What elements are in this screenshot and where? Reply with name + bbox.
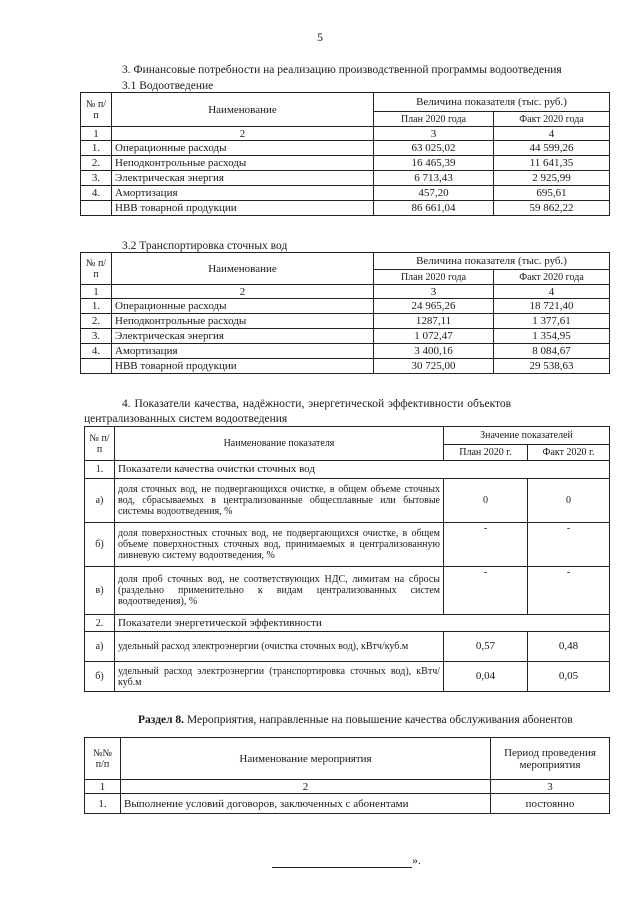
header-value: Значение показателей: [444, 427, 610, 445]
row-name: Электрическая энергия: [112, 171, 374, 186]
row-plan: 6 713,43: [374, 171, 494, 186]
header-fact: Факт 2020 года: [494, 112, 610, 127]
group-name: Показатели энергетической эффективности: [115, 615, 610, 632]
row-period: постоянно: [491, 794, 610, 814]
table-row: [81, 186, 610, 201]
row-fact: -: [528, 523, 610, 567]
index-cell: 4: [494, 285, 610, 299]
section8-title-bold: Раздел 8.: [138, 714, 185, 726]
table-row: [85, 794, 610, 814]
row-num: а): [85, 479, 115, 523]
row-name: доля проб сточных вод, не соответствующих НДС, лимитам на сбросы (раздельно применительно к видам централизованных систем водоотведения), %: [115, 567, 444, 615]
header-name: Наименование мероприятия: [121, 738, 491, 780]
row-num: [81, 359, 112, 374]
row-name: Амортизация: [112, 186, 374, 201]
section3-2-subtitle: 3.2 Транспортировка сточных вод: [122, 240, 288, 252]
index-cell: 2: [112, 285, 374, 299]
row-fact: 0,48: [528, 632, 610, 662]
section4-title-cont: централизованных систем водоотведения: [84, 413, 288, 425]
header-fact: Факт 2020 года: [494, 270, 610, 285]
table-row: [81, 299, 610, 314]
table-row: [81, 314, 610, 329]
row-num: в): [85, 567, 115, 615]
table-row: [81, 141, 610, 156]
row-num: 1.: [81, 299, 112, 314]
row-plan: 0: [444, 479, 528, 523]
row-num: б): [85, 523, 115, 567]
row-name: Операционные расходы: [112, 299, 374, 314]
section3-title: 3. Финансовые потребности на реализацию производственной программы водоотведения: [122, 64, 562, 76]
header-num: № п/п: [81, 93, 112, 127]
index-cell: 3: [491, 780, 610, 794]
row-num: 3.: [81, 171, 112, 186]
row-plan: 63 025,02: [374, 141, 494, 156]
header-name: Наименование: [112, 93, 374, 127]
row-fact: 1 354,95: [494, 329, 610, 344]
group-row: [85, 461, 610, 479]
table-row: [81, 359, 610, 374]
table-row: [81, 201, 610, 216]
row-num: 2.: [81, 156, 112, 171]
row-plan: 86 661,04: [374, 201, 494, 216]
row-plan: 457,20: [374, 186, 494, 201]
group-row: [85, 615, 610, 632]
header-name: Наименование: [112, 253, 374, 285]
header-plan: План 2020 года: [374, 270, 494, 285]
header-plan: План 2020 года: [374, 112, 494, 127]
table-wastewater-transport: [80, 252, 610, 374]
header-num: №№ п/п: [85, 738, 121, 780]
row-fact: 695,61: [494, 186, 610, 201]
row-plan: 1287,11: [374, 314, 494, 329]
row-fact: 29 538,63: [494, 359, 610, 374]
row-name: Операционные расходы: [112, 141, 374, 156]
table-row: [85, 523, 610, 567]
row-fact: 8 084,67: [494, 344, 610, 359]
row-name: Амортизация: [112, 344, 374, 359]
index-cell: 1: [85, 780, 121, 794]
section8-title: [138, 714, 573, 726]
header-plan: План 2020 г.: [444, 445, 528, 461]
header-fact: Факт 2020 г.: [528, 445, 610, 461]
index-cell: 3: [374, 127, 494, 141]
row-plan: 16 465,39: [374, 156, 494, 171]
section3-1-subtitle: 3.1 Водоотведение: [122, 80, 214, 92]
table-indicators: [84, 426, 610, 692]
row-plan: 24 965,26: [374, 299, 494, 314]
table-row: [81, 156, 610, 171]
section4-title: 4. Показатели качества, надёжности, энергетической эффективности объектов: [122, 398, 512, 410]
header-num: № п/п: [85, 427, 115, 461]
row-name: Выполнение условий договоров, заключенных с абонентами: [121, 794, 491, 814]
index-cell: 1: [81, 127, 112, 141]
page-number: 5: [317, 30, 323, 44]
table-row: [81, 329, 610, 344]
index-cell: 1: [81, 285, 112, 299]
row-fact: 1 377,61: [494, 314, 610, 329]
table-row: [85, 662, 610, 692]
row-fact: 18 721,40: [494, 299, 610, 314]
row-num: 4.: [81, 344, 112, 359]
row-name: доля поверхностных сточных вод, не подвергающихся очистке, в общем объеме поверхностных сточных вод, принимаемых в централизованную ливневую систему водоотведения, %: [115, 523, 444, 567]
footer-signature-line: [272, 853, 421, 868]
row-name: Неподконтрольные расходы: [112, 314, 374, 329]
row-plan: 30 725,00: [374, 359, 494, 374]
row-name: НВВ товарной продукции: [112, 359, 374, 374]
row-fact: 11 641,35: [494, 156, 610, 171]
row-name: НВВ товарной продукции: [112, 201, 374, 216]
row-plan: 3 400,16: [374, 344, 494, 359]
row-fact: -: [528, 567, 610, 615]
row-name: удельный расход электроэнергии (очистка сточных вод), кВтч/куб.м: [115, 632, 444, 662]
row-name: доля сточных вод, не подвергающихся очистке, в общем объеме сточных вод, сбрасываемых в централизованные общесплавные или бытовые системы водоотведения, %: [115, 479, 444, 523]
header-period: Период проведения мероприятия: [491, 738, 610, 780]
row-fact: 0: [528, 479, 610, 523]
table-wastewater: [80, 92, 610, 216]
table-row: [85, 567, 610, 615]
row-num: 4.: [81, 186, 112, 201]
row-num: б): [85, 662, 115, 692]
table-row: [85, 632, 610, 662]
header-name: Наименование показателя: [115, 427, 444, 461]
row-fact: 0,05: [528, 662, 610, 692]
header-value: Величина показателя (тыс. руб.): [374, 93, 610, 112]
header-num: № п/п: [81, 253, 112, 285]
row-plan: -: [444, 567, 528, 615]
row-plan: -: [444, 523, 528, 567]
index-cell: 4: [494, 127, 610, 141]
row-num: 2.: [81, 314, 112, 329]
section8-title-rest: Мероприятия, направленные на повышение качества обслуживания абонентов: [186, 714, 573, 726]
row-plan: 1 072,47: [374, 329, 494, 344]
index-cell: 3: [374, 285, 494, 299]
group-name: Показатели качества очистки сточных вод: [115, 461, 610, 479]
row-num: а): [85, 632, 115, 662]
group-num: 1.: [85, 461, 115, 479]
table-row: [85, 479, 610, 523]
row-fact: 2 925,99: [494, 171, 610, 186]
group-num: 2.: [85, 615, 115, 632]
table-row: [81, 344, 610, 359]
row-fact: 59 862,22: [494, 201, 610, 216]
row-num: 1.: [81, 141, 112, 156]
row-name: удельный расход электроэнергии (транспортировка сточных вод), кВтч/куб.м: [115, 662, 444, 692]
blank-line: [272, 857, 412, 868]
index-cell: 2: [112, 127, 374, 141]
row-num: [81, 201, 112, 216]
row-fact: 44 599,26: [494, 141, 610, 156]
header-value: Величина показателя (тыс. руб.): [374, 253, 610, 270]
table-measures: [84, 737, 610, 814]
row-plan: 0,57: [444, 632, 528, 662]
index-cell: 2: [121, 780, 491, 794]
table-row: [81, 171, 610, 186]
row-num: 3.: [81, 329, 112, 344]
row-num: 1.: [85, 794, 121, 814]
row-plan: 0,04: [444, 662, 528, 692]
closing-quote: ».: [412, 853, 421, 867]
row-name: Электрическая энергия: [112, 329, 374, 344]
row-name: Неподконтрольные расходы: [112, 156, 374, 171]
